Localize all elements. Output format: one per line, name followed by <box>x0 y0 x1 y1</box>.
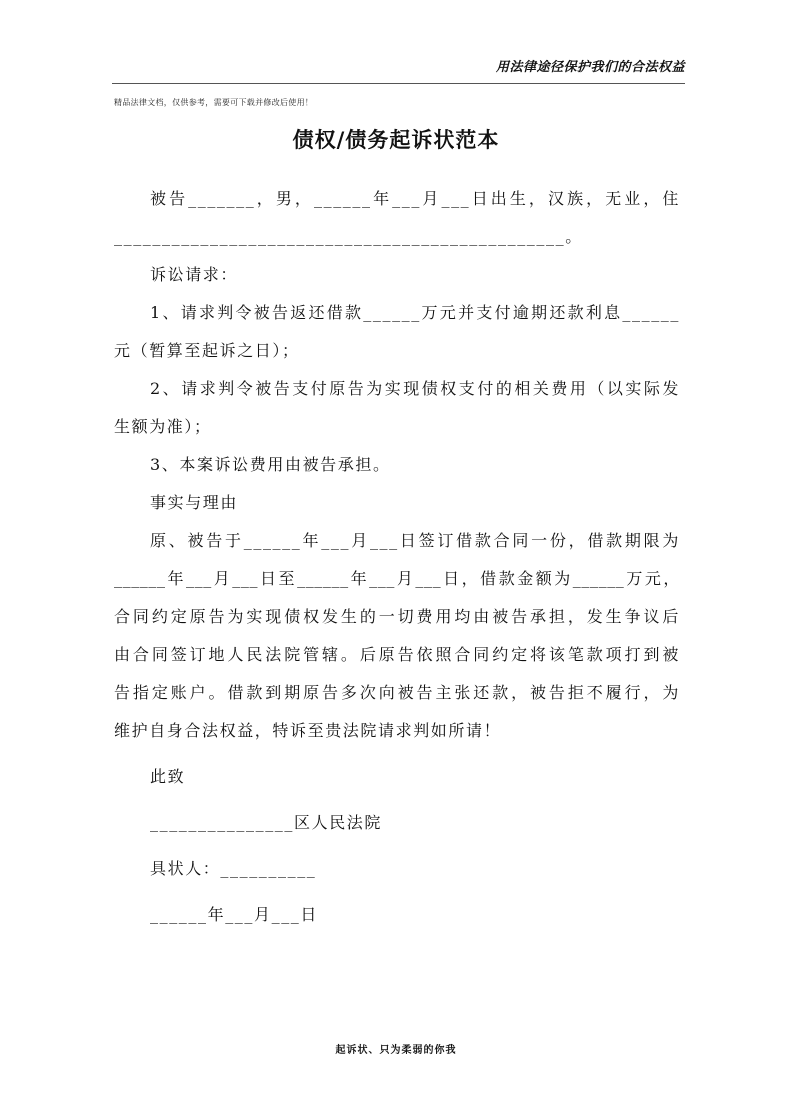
closing-salutation: 此致 <box>150 767 186 786</box>
claim-3-line: 3、本案诉讼费用由被告承担。 <box>150 455 391 474</box>
footer-slogan: 起诉状、只为柔弱的你我 <box>335 1045 457 1056</box>
facts-heading: 事实与理由 <box>150 493 239 512</box>
facts-line-5: 告指定账户。借款到期原告多次向被告主张还款，被告拒不履行，为 <box>114 683 680 702</box>
document-title: 债权/债务起诉状范本 <box>292 128 500 152</box>
claim-1-continued: 元（暂算至起诉之日）； <box>114 341 300 360</box>
facts-line-2: ______年___月___日至______年___月___日，借款金额为______万元， <box>114 569 680 588</box>
facts-line-1: 原、被告于______年___月___日签订借款合同一份，借款期限为 <box>150 531 680 550</box>
claim-1-line: 1、请求判令被告返还借款______万元并支付逾期还款利息______ <box>150 303 680 322</box>
usage-note: 精品法律文档，仅供参考，需要可下载并修改后使用！ <box>114 98 314 107</box>
header-divider <box>112 83 685 84</box>
court-name-line: _______________区人民法院 <box>150 813 382 832</box>
header-slogan: 用法律途径保护我们的合法权益 <box>495 60 685 75</box>
plaintiff-signature-line: 具状人：__________ <box>150 859 317 878</box>
claim-2-line: 2、请求判令被告支付原告为实现债权支付的相关费用（以实际发 <box>150 379 680 398</box>
claim-2-continued: 生额为准）； <box>114 417 212 436</box>
facts-line-6: 维护自身合法权益，特诉至贵法院请求判如所请！ <box>114 721 502 740</box>
facts-line-3: 合同约定原告为实现债权发生的一切费用均由被告承担，发生争议后 <box>114 607 680 626</box>
defendant-info-line: 被告_______，男，______年___月___日出生，汉族，无业，住 <box>150 189 680 208</box>
document-body <box>114 180 680 934</box>
facts-line-4: 由合同签订地人民法院管辖。后原告依照合同约定将该笔款项打到被 <box>114 645 680 664</box>
defendant-address-line: _______________________________________________。 <box>114 227 583 246</box>
date-line: ______年___月___日 <box>150 905 318 924</box>
claims-heading: 诉讼请求： <box>150 265 239 284</box>
